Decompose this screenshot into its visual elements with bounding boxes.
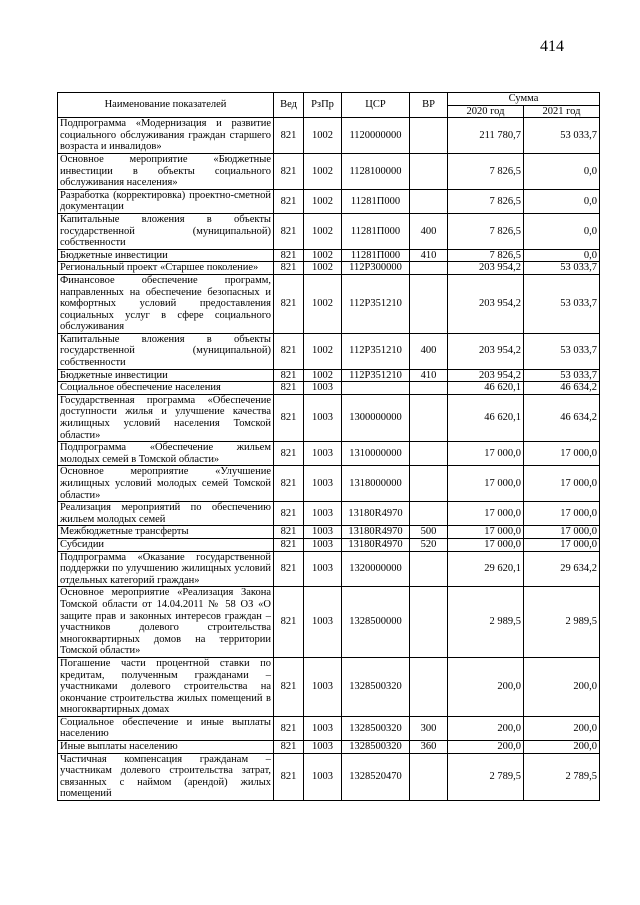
row-2021-cell: 17 000,0 [524,466,600,502]
row-csr-cell: 1120000000 [342,118,410,154]
row-2021-cell: 2 789,5 [524,753,600,800]
row-rzpr-cell: 1003 [304,551,342,587]
row-csr-cell: 1328500320 [342,716,410,740]
row-ved-cell: 821 [274,249,304,262]
row-ved-cell: 821 [274,657,304,716]
row-2020-cell: 203 954,2 [448,274,524,333]
row-vr-cell [410,502,448,526]
table-row [58,526,600,539]
row-vr-cell [410,153,448,189]
row-ved-cell: 821 [274,526,304,539]
table-row [58,538,600,551]
table-row [58,213,600,249]
row-rzpr-cell: 1003 [304,442,342,466]
table-row [58,741,600,754]
row-csr-cell: 1128100000 [342,153,410,189]
table-row [58,753,600,800]
row-2021-cell: 46 634,2 [524,382,600,395]
row-name-cell: Погашение части процентной ставки по кредитам, полученным гражданами – участниками долевого строительства на окончание строительства жилых помещений в многоквартирных домах [58,657,274,716]
row-name-cell: Социальное обеспечение населения [58,382,274,395]
row-vr-cell [410,274,448,333]
row-ved-cell: 821 [274,118,304,154]
row-vr-cell [410,753,448,800]
row-vr-cell [410,587,448,658]
row-ved-cell: 821 [274,382,304,395]
row-ved-cell: 821 [274,394,304,441]
row-csr-cell: 13180R4970 [342,526,410,539]
row-2021-cell: 53 033,7 [524,333,600,369]
table-row [58,502,600,526]
row-name-cell: Основное мероприятие «Улучшение жилищных условий молодых семей Томской области» [58,466,274,502]
row-ved-cell: 821 [274,502,304,526]
row-vr-cell [410,118,448,154]
row-rzpr-cell: 1003 [304,538,342,551]
row-ved-cell: 821 [274,333,304,369]
row-vr-cell [410,262,448,275]
row-2020-cell: 200,0 [448,741,524,754]
table-row [58,369,600,382]
header-rzpr: РзПр [304,93,342,118]
row-name-cell: Подпрограмма «Модернизация и развитие социального обслуживания граждан старшего возраста и инвалидов» [58,118,274,154]
page-number: 414 [540,38,564,55]
row-2020-cell: 200,0 [448,716,524,740]
row-2020-cell: 7 826,5 [448,249,524,262]
row-vr-cell: 400 [410,213,448,249]
row-vr-cell [410,382,448,395]
row-csr-cell: 11281П000 [342,189,410,213]
table-row [58,551,600,587]
row-vr-cell: 360 [410,741,448,754]
row-2020-cell: 203 954,2 [448,369,524,382]
row-2021-cell: 53 033,7 [524,369,600,382]
row-csr-cell: 11281П000 [342,249,410,262]
row-2020-cell: 203 954,2 [448,262,524,275]
row-rzpr-cell: 1002 [304,189,342,213]
row-name-cell: Основное мероприятие «Бюджетные инвестиции в объекты социального обслуживания населения» [58,153,274,189]
row-2021-cell: 200,0 [524,657,600,716]
row-2021-cell: 0,0 [524,249,600,262]
row-csr-cell: 112P351210 [342,274,410,333]
row-2021-cell: 2 989,5 [524,587,600,658]
row-2020-cell: 211 780,7 [448,118,524,154]
row-2021-cell: 0,0 [524,189,600,213]
header-year-2020: 2020 год [448,105,524,118]
row-rzpr-cell: 1003 [304,502,342,526]
row-2020-cell: 2 989,5 [448,587,524,658]
row-rzpr-cell: 1003 [304,741,342,754]
row-csr-cell: 1328500320 [342,741,410,754]
row-rzpr-cell: 1003 [304,716,342,740]
row-csr-cell: 11281П000 [342,213,410,249]
row-csr-cell: 112P351210 [342,333,410,369]
header-name: Наименование показателей [58,93,274,118]
row-ved-cell: 821 [274,213,304,249]
table-row [58,153,600,189]
row-ved-cell: 821 [274,741,304,754]
table-row [58,274,600,333]
row-name-cell: Иные выплаты населению [58,741,274,754]
row-rzpr-cell: 1003 [304,587,342,658]
row-vr-cell [410,657,448,716]
row-ved-cell: 821 [274,551,304,587]
table-row [58,442,600,466]
row-ved-cell: 821 [274,369,304,382]
row-2021-cell: 0,0 [524,153,600,189]
table-row [58,333,600,369]
row-2020-cell: 46 620,1 [448,394,524,441]
row-2021-cell: 17 000,0 [524,502,600,526]
row-2020-cell: 17 000,0 [448,526,524,539]
row-2020-cell: 7 826,5 [448,213,524,249]
row-rzpr-cell: 1002 [304,249,342,262]
row-ved-cell: 821 [274,262,304,275]
row-2021-cell: 46 634,2 [524,394,600,441]
row-csr-cell: 13180R4970 [342,502,410,526]
row-csr-cell [342,382,410,395]
row-rzpr-cell: 1002 [304,153,342,189]
row-rzpr-cell: 1002 [304,262,342,275]
row-name-cell: Межбюджетные трансферты [58,526,274,539]
table-row [58,716,600,740]
row-2021-cell: 53 033,7 [524,274,600,333]
table-row [58,587,600,658]
row-vr-cell [410,466,448,502]
row-2020-cell: 7 826,5 [448,153,524,189]
row-2021-cell: 29 634,2 [524,551,600,587]
row-vr-cell [410,551,448,587]
row-rzpr-cell: 1003 [304,382,342,395]
row-ved-cell: 821 [274,538,304,551]
row-ved-cell: 821 [274,466,304,502]
header-vr: ВР [410,93,448,118]
row-ved-cell: 821 [274,153,304,189]
row-csr-cell: 1328500000 [342,587,410,658]
row-2020-cell: 200,0 [448,657,524,716]
row-csr-cell: 1310000000 [342,442,410,466]
table-row [58,657,600,716]
row-csr-cell: 112P351210 [342,369,410,382]
row-ved-cell: 821 [274,189,304,213]
row-2020-cell: 7 826,5 [448,189,524,213]
row-2021-cell: 0,0 [524,213,600,249]
row-name-cell: Частичная компенсация гражданам – участникам долевого строительства затрат, связанных с наймом (арендой) жилых помещений [58,753,274,800]
row-name-cell: Подпрограмма «Обеспечение жильем молодых семей в Томской области» [58,442,274,466]
row-2021-cell: 17 000,0 [524,538,600,551]
row-csr-cell: 112P300000 [342,262,410,275]
table-row [58,382,600,395]
row-2020-cell: 17 000,0 [448,466,524,502]
row-vr-cell: 410 [410,249,448,262]
row-2020-cell: 17 000,0 [448,502,524,526]
row-rzpr-cell: 1002 [304,274,342,333]
row-rzpr-cell: 1002 [304,369,342,382]
row-2021-cell: 17 000,0 [524,442,600,466]
row-vr-cell [410,189,448,213]
header-sum: Сумма [448,93,600,106]
row-rzpr-cell: 1003 [304,526,342,539]
table-row [58,249,600,262]
row-2020-cell: 17 000,0 [448,538,524,551]
row-rzpr-cell: 1002 [304,213,342,249]
row-name-cell: Государственная программа «Обеспечение доступности жилья и улучшение качества жилищных условий населения Томской области» [58,394,274,441]
row-vr-cell: 300 [410,716,448,740]
row-csr-cell: 1328520470 [342,753,410,800]
row-rzpr-cell: 1002 [304,118,342,154]
row-name-cell: Основное мероприятие «Реализация Закона Томской области от 14.04.2011 № 58 ОЗ «О защите прав и законных интересов граждан – участников долевого строительства многоквартирных домов на территории Томской области» [58,587,274,658]
row-rzpr-cell: 1003 [304,753,342,800]
row-ved-cell: 821 [274,716,304,740]
row-vr-cell [410,442,448,466]
row-vr-cell: 500 [410,526,448,539]
row-vr-cell: 520 [410,538,448,551]
table-row [58,118,600,154]
row-ved-cell: 821 [274,274,304,333]
row-csr-cell: 1318000000 [342,466,410,502]
row-2020-cell: 2 789,5 [448,753,524,800]
row-ved-cell: 821 [274,753,304,800]
row-ved-cell: 821 [274,587,304,658]
row-rzpr-cell: 1003 [304,657,342,716]
budget-table [57,92,600,801]
row-name-cell: Подпрограмма «Оказание государственной поддержки по улучшению жилищных условий отдельных категорий граждан» [58,551,274,587]
row-2020-cell: 46 620,1 [448,382,524,395]
table-row [58,189,600,213]
row-name-cell: Бюджетные инвестиции [58,369,274,382]
table-row [58,394,600,441]
row-2020-cell: 203 954,2 [448,333,524,369]
row-name-cell: Субсидии [58,538,274,551]
row-name-cell: Финансовое обеспечение программ, направленных на обеспечение безопасных и комфортных условий предоставления социальных услуг в сфере социального обслуживания [58,274,274,333]
row-csr-cell: 13180R4970 [342,538,410,551]
row-csr-cell: 1328500320 [342,657,410,716]
header-csr: ЦСР [342,93,410,118]
row-2020-cell: 29 620,1 [448,551,524,587]
row-name-cell: Капитальные вложения в объекты государственной (муниципальной) собственности [58,213,274,249]
table-row [58,262,600,275]
row-ved-cell: 821 [274,442,304,466]
row-vr-cell: 400 [410,333,448,369]
row-rzpr-cell: 1002 [304,333,342,369]
header-year-2021: 2021 год [524,105,600,118]
row-csr-cell: 1320000000 [342,551,410,587]
table-body [58,118,600,801]
row-2021-cell: 200,0 [524,741,600,754]
row-name-cell: Бюджетные инвестиции [58,249,274,262]
row-2021-cell: 53 033,7 [524,262,600,275]
row-2021-cell: 200,0 [524,716,600,740]
row-name-cell: Капитальные вложения в объекты государственной (муниципальной) собственности [58,333,274,369]
row-name-cell: Социальное обеспечение и иные выплаты населению [58,716,274,740]
row-vr-cell: 410 [410,369,448,382]
row-2020-cell: 17 000,0 [448,442,524,466]
row-name-cell: Реализация мероприятий по обеспечению жильем молодых семей [58,502,274,526]
row-2021-cell: 17 000,0 [524,526,600,539]
row-csr-cell: 1300000000 [342,394,410,441]
row-rzpr-cell: 1003 [304,394,342,441]
row-2021-cell: 53 033,7 [524,118,600,154]
row-name-cell: Региональный проект «Старшее поколение» [58,262,274,275]
row-rzpr-cell: 1003 [304,466,342,502]
header-ved: Вед [274,93,304,118]
table-row [58,466,600,502]
row-name-cell: Разработка (корректировка) проектно-сметной документации [58,189,274,213]
row-vr-cell [410,394,448,441]
